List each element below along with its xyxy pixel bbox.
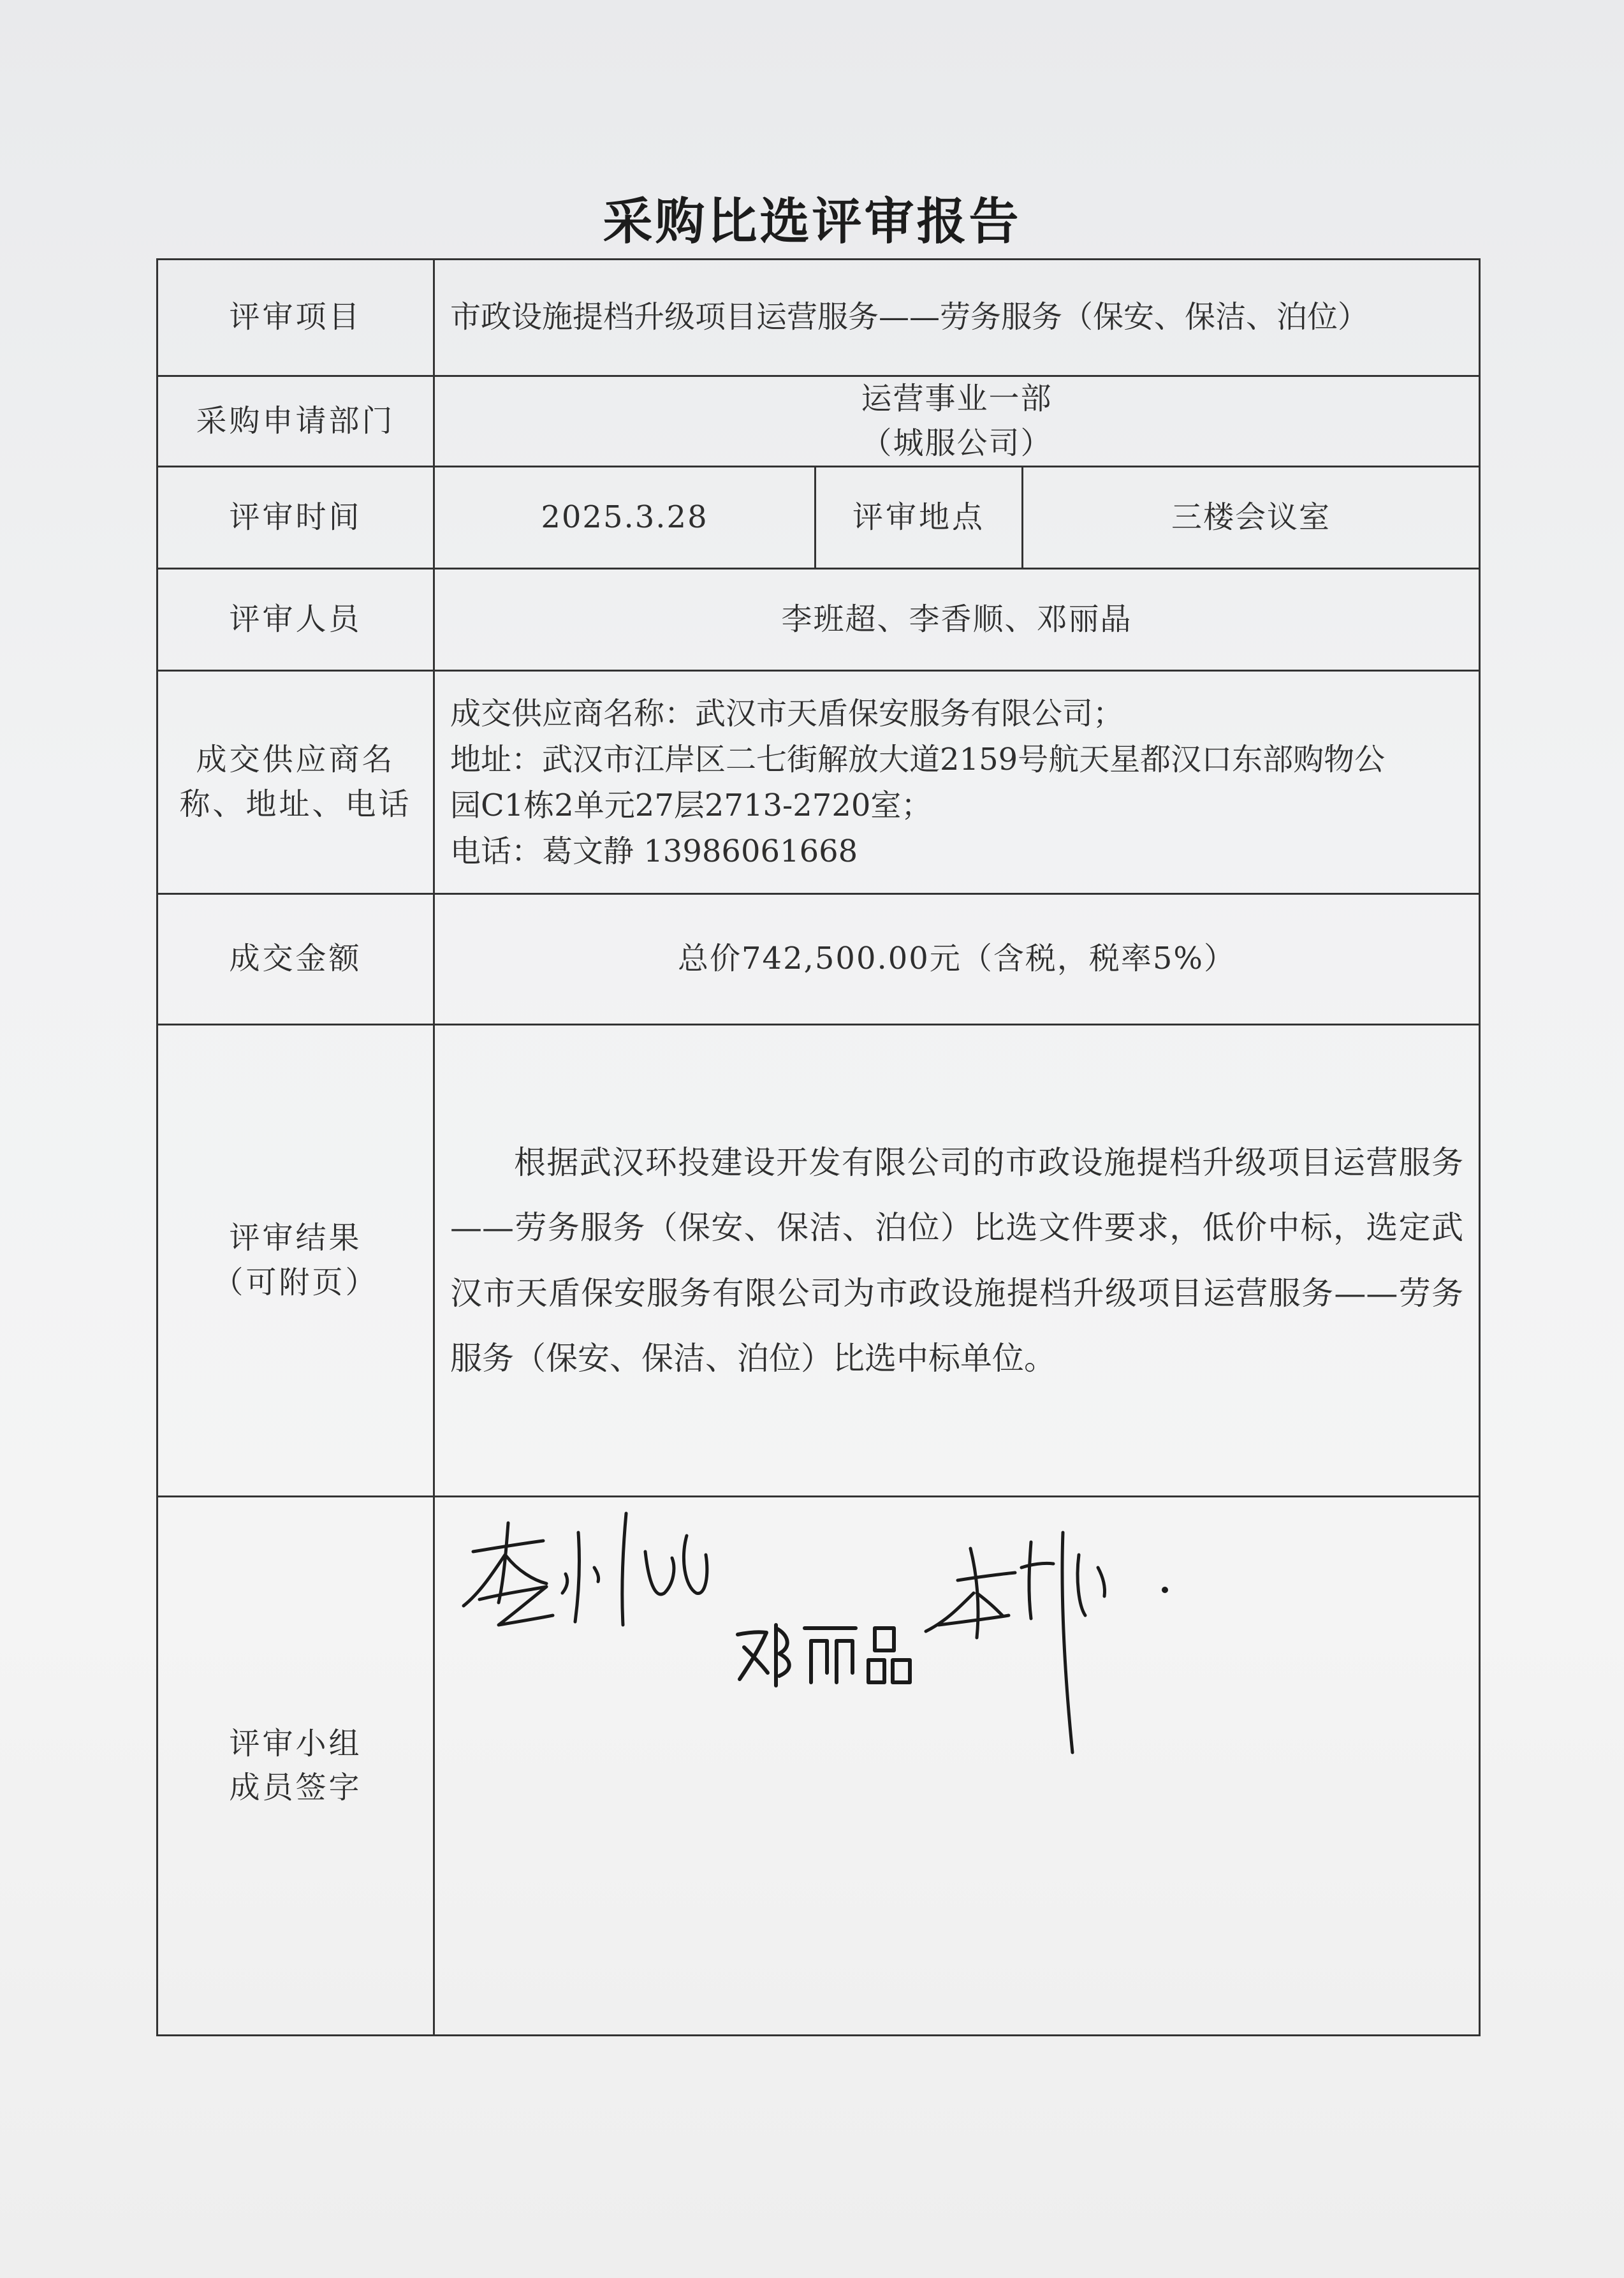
supplier-phone: 电话：葛文静 13986061668	[450, 833, 858, 869]
value-department	[434, 376, 1480, 467]
department-line-2: （城服公司）	[861, 425, 1053, 461]
label-reviewers: 评审人员	[157, 569, 434, 671]
label-result	[157, 1025, 434, 1497]
document-title: 采购比选评审报告	[603, 193, 1021, 251]
value-result	[434, 1025, 1480, 1497]
label-signatures	[157, 1497, 434, 2036]
row-supplier	[157, 671, 1480, 894]
result-label-line-1: 评审结果	[229, 1220, 362, 1256]
result-text: 根据武汉环投建设开发有限公司的市政设施提档升级项目运营服务——劳务服务（保安、保洁、泊位）比选文件要求，低价中标，选定武汉市天盾保安服务有限公司为市政设施提档升级项目运营服务——劳务服务（保安、保洁、泊位）比选中标单位。	[450, 1143, 1464, 1378]
supplier-address-1: 地址：武汉市江岸区二七街解放大道2159号航天星都汉口东部购物公	[450, 741, 1386, 777]
value-project: 市政设施提档升级项目运营服务——劳务服务（保安、保洁、泊位）	[434, 260, 1480, 376]
row-signatures	[157, 1497, 1480, 2036]
supplier-name: 成交供应商名称：武汉市天盾保安服务有限公司；	[450, 695, 1124, 731]
value-review-time: 2025.3.28	[434, 467, 816, 569]
department-line-1: 运营事业一部	[861, 381, 1053, 416]
row-project	[157, 260, 1480, 376]
label-supplier	[157, 671, 434, 894]
result-label-line-2: （可附页）	[212, 1264, 379, 1300]
label-amount: 成交金额	[157, 894, 434, 1025]
value-review-place: 三楼会议室	[1023, 467, 1480, 569]
signature-2-scribble	[738, 1625, 910, 1686]
value-supplier	[434, 671, 1480, 894]
row-amount	[157, 894, 1480, 1025]
row-department	[157, 376, 1480, 467]
row-result	[157, 1025, 1480, 1497]
signature-3-scribble	[926, 1532, 1167, 1753]
signatures-label-line-2: 成员签字	[229, 1770, 362, 1806]
supplier-label-line-2: 称、地址、电话	[179, 786, 412, 822]
supplier-label-line-1: 成交供应商名	[196, 742, 395, 778]
signatures-drawing	[435, 1497, 1481, 2036]
signature-1-scribble	[464, 1513, 707, 1625]
row-time-place	[157, 467, 1480, 569]
value-reviewers: 李班超、李香顺、邓丽晶	[434, 569, 1480, 671]
signatures-label-line-1: 评审小组	[229, 1725, 362, 1761]
row-reviewers	[157, 569, 1480, 671]
label-department: 采购申请部门	[157, 376, 434, 467]
review-report-table	[156, 258, 1481, 2036]
signature-area	[434, 1497, 1480, 2036]
supplier-address-2: 园C1栋2单元27层2713-2720室；	[450, 787, 932, 823]
label-project: 评审项目	[157, 260, 434, 376]
label-review-place: 评审地点	[816, 467, 1023, 569]
label-review-time: 评审时间	[157, 467, 434, 569]
value-amount: 总价742,500.00元（含税，税率5%）	[434, 894, 1480, 1025]
